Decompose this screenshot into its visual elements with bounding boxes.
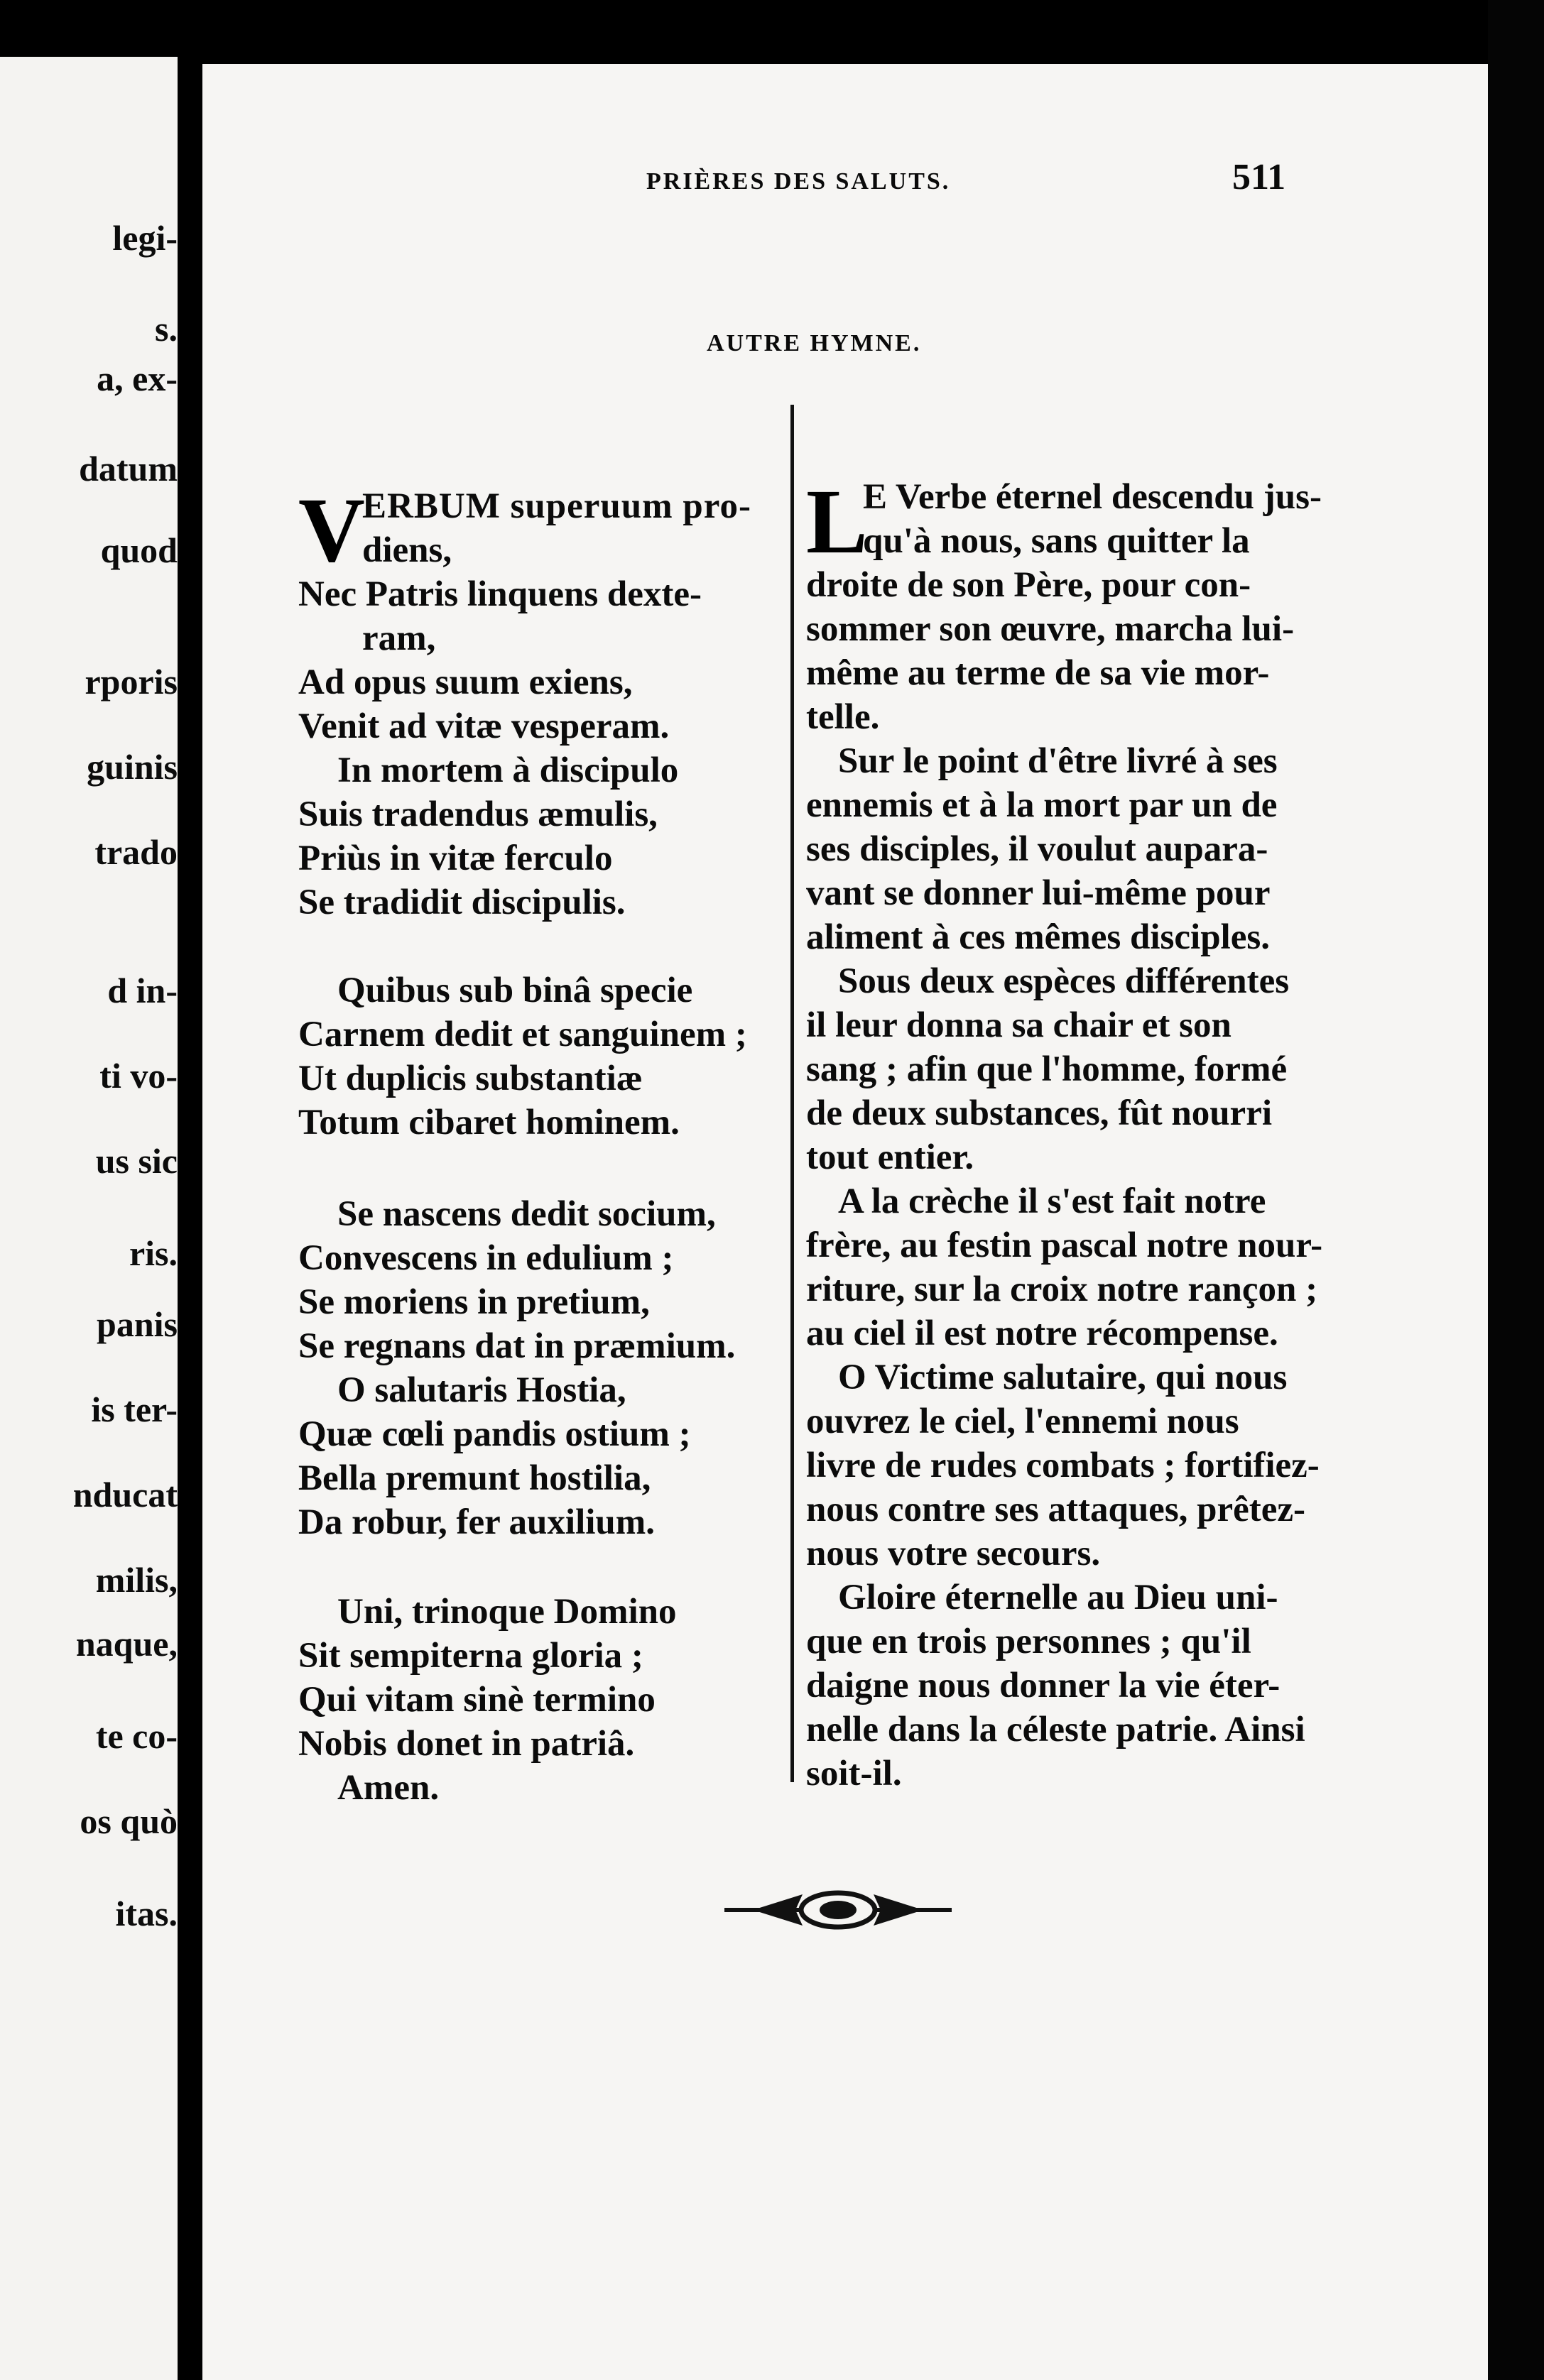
prev-page-text: ti vo- (99, 1056, 178, 1096)
latin-line: Carnem dedit et sanguinem ; (298, 1015, 747, 1054)
french-line: au ciel il est notre récompense. (806, 1314, 1278, 1353)
latin-line: Convescens in edulium ; (298, 1238, 674, 1278)
page-number: 511 (1232, 157, 1286, 197)
latin-line: Se nascens dedit socium, (337, 1194, 716, 1234)
prev-page-text: quod (100, 530, 178, 570)
french-line: vant se donner lui-même pour (806, 873, 1271, 913)
latin-line: Bella premunt hostilia, (298, 1458, 651, 1498)
prev-page-text: d in- (107, 971, 178, 1010)
latin-line: Venit ad vitæ vesperam. (298, 706, 670, 746)
latin-line: Se regnans dat in præmium. (298, 1326, 736, 1366)
prev-page-text: os quò (80, 1801, 178, 1841)
latin-line: Se tradidit discipulis. (298, 883, 626, 922)
latin-line: Ad opus suum exiens, (298, 662, 633, 702)
prev-page-text: panis (97, 1304, 178, 1344)
french-line: même au terme de sa vie mor- (806, 653, 1270, 693)
french-drop-cap: L (806, 471, 868, 573)
column-divider (790, 405, 794, 1782)
french-line: ennemis et à la mort par un de (806, 785, 1278, 825)
prev-page-text: trado (94, 832, 178, 872)
latin-line: In mortem à discipulo (337, 750, 679, 790)
latin-line: Uni, trinoque Domino (337, 1592, 677, 1632)
prev-page-text: nducat (72, 1475, 178, 1514)
french-line: sommer son œuvre, marcha lui- (806, 609, 1295, 649)
prev-page-text: ris. (129, 1233, 178, 1273)
french-line: riture, sur la croix notre rançon ; (806, 1270, 1318, 1309)
french-line: il leur donna sa chair et son (806, 1005, 1232, 1045)
prev-page-text: naque, (75, 1624, 178, 1664)
prev-page-text: datum (79, 449, 178, 488)
french-line: E Verbe éternel descendu jus- (863, 477, 1322, 517)
prev-page-text: legi- (112, 218, 178, 258)
fleuron-ornament-icon (724, 1882, 952, 1938)
latin-line: Ut duplicis substantiæ (298, 1059, 643, 1098)
prev-page-text: s. (155, 309, 178, 349)
latin-line: Se moriens in pretium, (298, 1282, 650, 1322)
scan-border-top (0, 0, 1544, 64)
french-line: nous votre secours. (806, 1534, 1101, 1573)
prev-page-text: guinis (87, 747, 178, 787)
latin-line: O salutaris Hostia, (337, 1370, 626, 1410)
latin-line: Suis tradendus æmulis, (298, 795, 658, 834)
french-line: ouvrez le ciel, l'ennemi nous (806, 1402, 1239, 1441)
latin-line: Da robur, fer auxilium. (298, 1502, 656, 1542)
latin-line: Nobis donet in patriâ. (298, 1724, 635, 1764)
french-line: de deux substances, fût nourri (806, 1093, 1273, 1133)
latin-line: Quibus sub binâ specie (337, 971, 693, 1010)
latin-line: Sit sempiterna gloria ; (298, 1636, 643, 1676)
prev-page-text: rporis (85, 662, 178, 702)
french-line: ses disciples, il voulut aupara- (806, 829, 1268, 869)
previous-page-edge (0, 57, 178, 2380)
french-line: livre de rudes combats ; fortifiez- (806, 1446, 1320, 1485)
french-line: telle. (806, 697, 880, 737)
french-line: sang ; afin que l'homme, formé (806, 1049, 1288, 1089)
prev-page-text: milis, (95, 1560, 178, 1600)
prev-page-text: a, ex- (97, 359, 178, 398)
french-line: daigne nous donner la vie éter- (806, 1666, 1281, 1705)
french-line: A la crèche il s'est fait notre (838, 1181, 1266, 1221)
french-line: droite de son Père, pour con- (806, 565, 1251, 605)
french-line: Sous deux espèces différentes (838, 961, 1290, 1001)
latin-line: ram, (362, 618, 436, 658)
prev-page-text: us sic (95, 1141, 178, 1181)
book-page (202, 64, 1488, 2380)
latin-drop-cap: V (298, 479, 365, 582)
latin-line: Nec Patris linquens dexte- (298, 574, 702, 614)
prev-page-text: itas. (115, 1894, 178, 1933)
french-line: Sur le point d'être livré à ses (838, 741, 1278, 781)
latin-line: Priùs in vitæ ferculo (298, 839, 613, 878)
french-line: O Victime salutaire, qui nous (838, 1358, 1288, 1397)
section-title: AUTRE HYMNE. (707, 330, 922, 356)
french-line: qu'à nous, sans quitter la (863, 521, 1250, 561)
latin-line: ERBUM superuum pro- (362, 486, 751, 526)
latin-line: diens, (362, 530, 452, 570)
french-line: aliment à ces mêmes disciples. (806, 917, 1270, 957)
book-gutter (178, 57, 202, 2380)
french-line: Gloire éternelle au Dieu uni- (838, 1578, 1278, 1617)
french-line: nelle dans la céleste patrie. Ainsi (806, 1710, 1305, 1749)
scan-border-right (1488, 0, 1544, 2380)
latin-line: Totum cibaret hominem. (298, 1103, 680, 1142)
french-line: que en trois personnes ; qu'il (806, 1622, 1251, 1661)
french-line: soit-il. (806, 1754, 902, 1794)
latin-line: Amen. (337, 1768, 440, 1808)
latin-line: Quæ cœli pandis ostium ; (298, 1414, 691, 1454)
french-line: nous contre ses attaques, prêtez- (806, 1490, 1306, 1529)
prev-page-text: is ter- (91, 1390, 178, 1429)
running-head: PRIÈRES DES SALUTS. (646, 168, 951, 195)
prev-page-text: te co- (95, 1716, 178, 1756)
latin-line: Qui vitam sinè termino (298, 1680, 656, 1720)
french-line: tout entier. (806, 1137, 974, 1177)
french-line: frère, au festin pascal notre nour- (806, 1226, 1323, 1265)
